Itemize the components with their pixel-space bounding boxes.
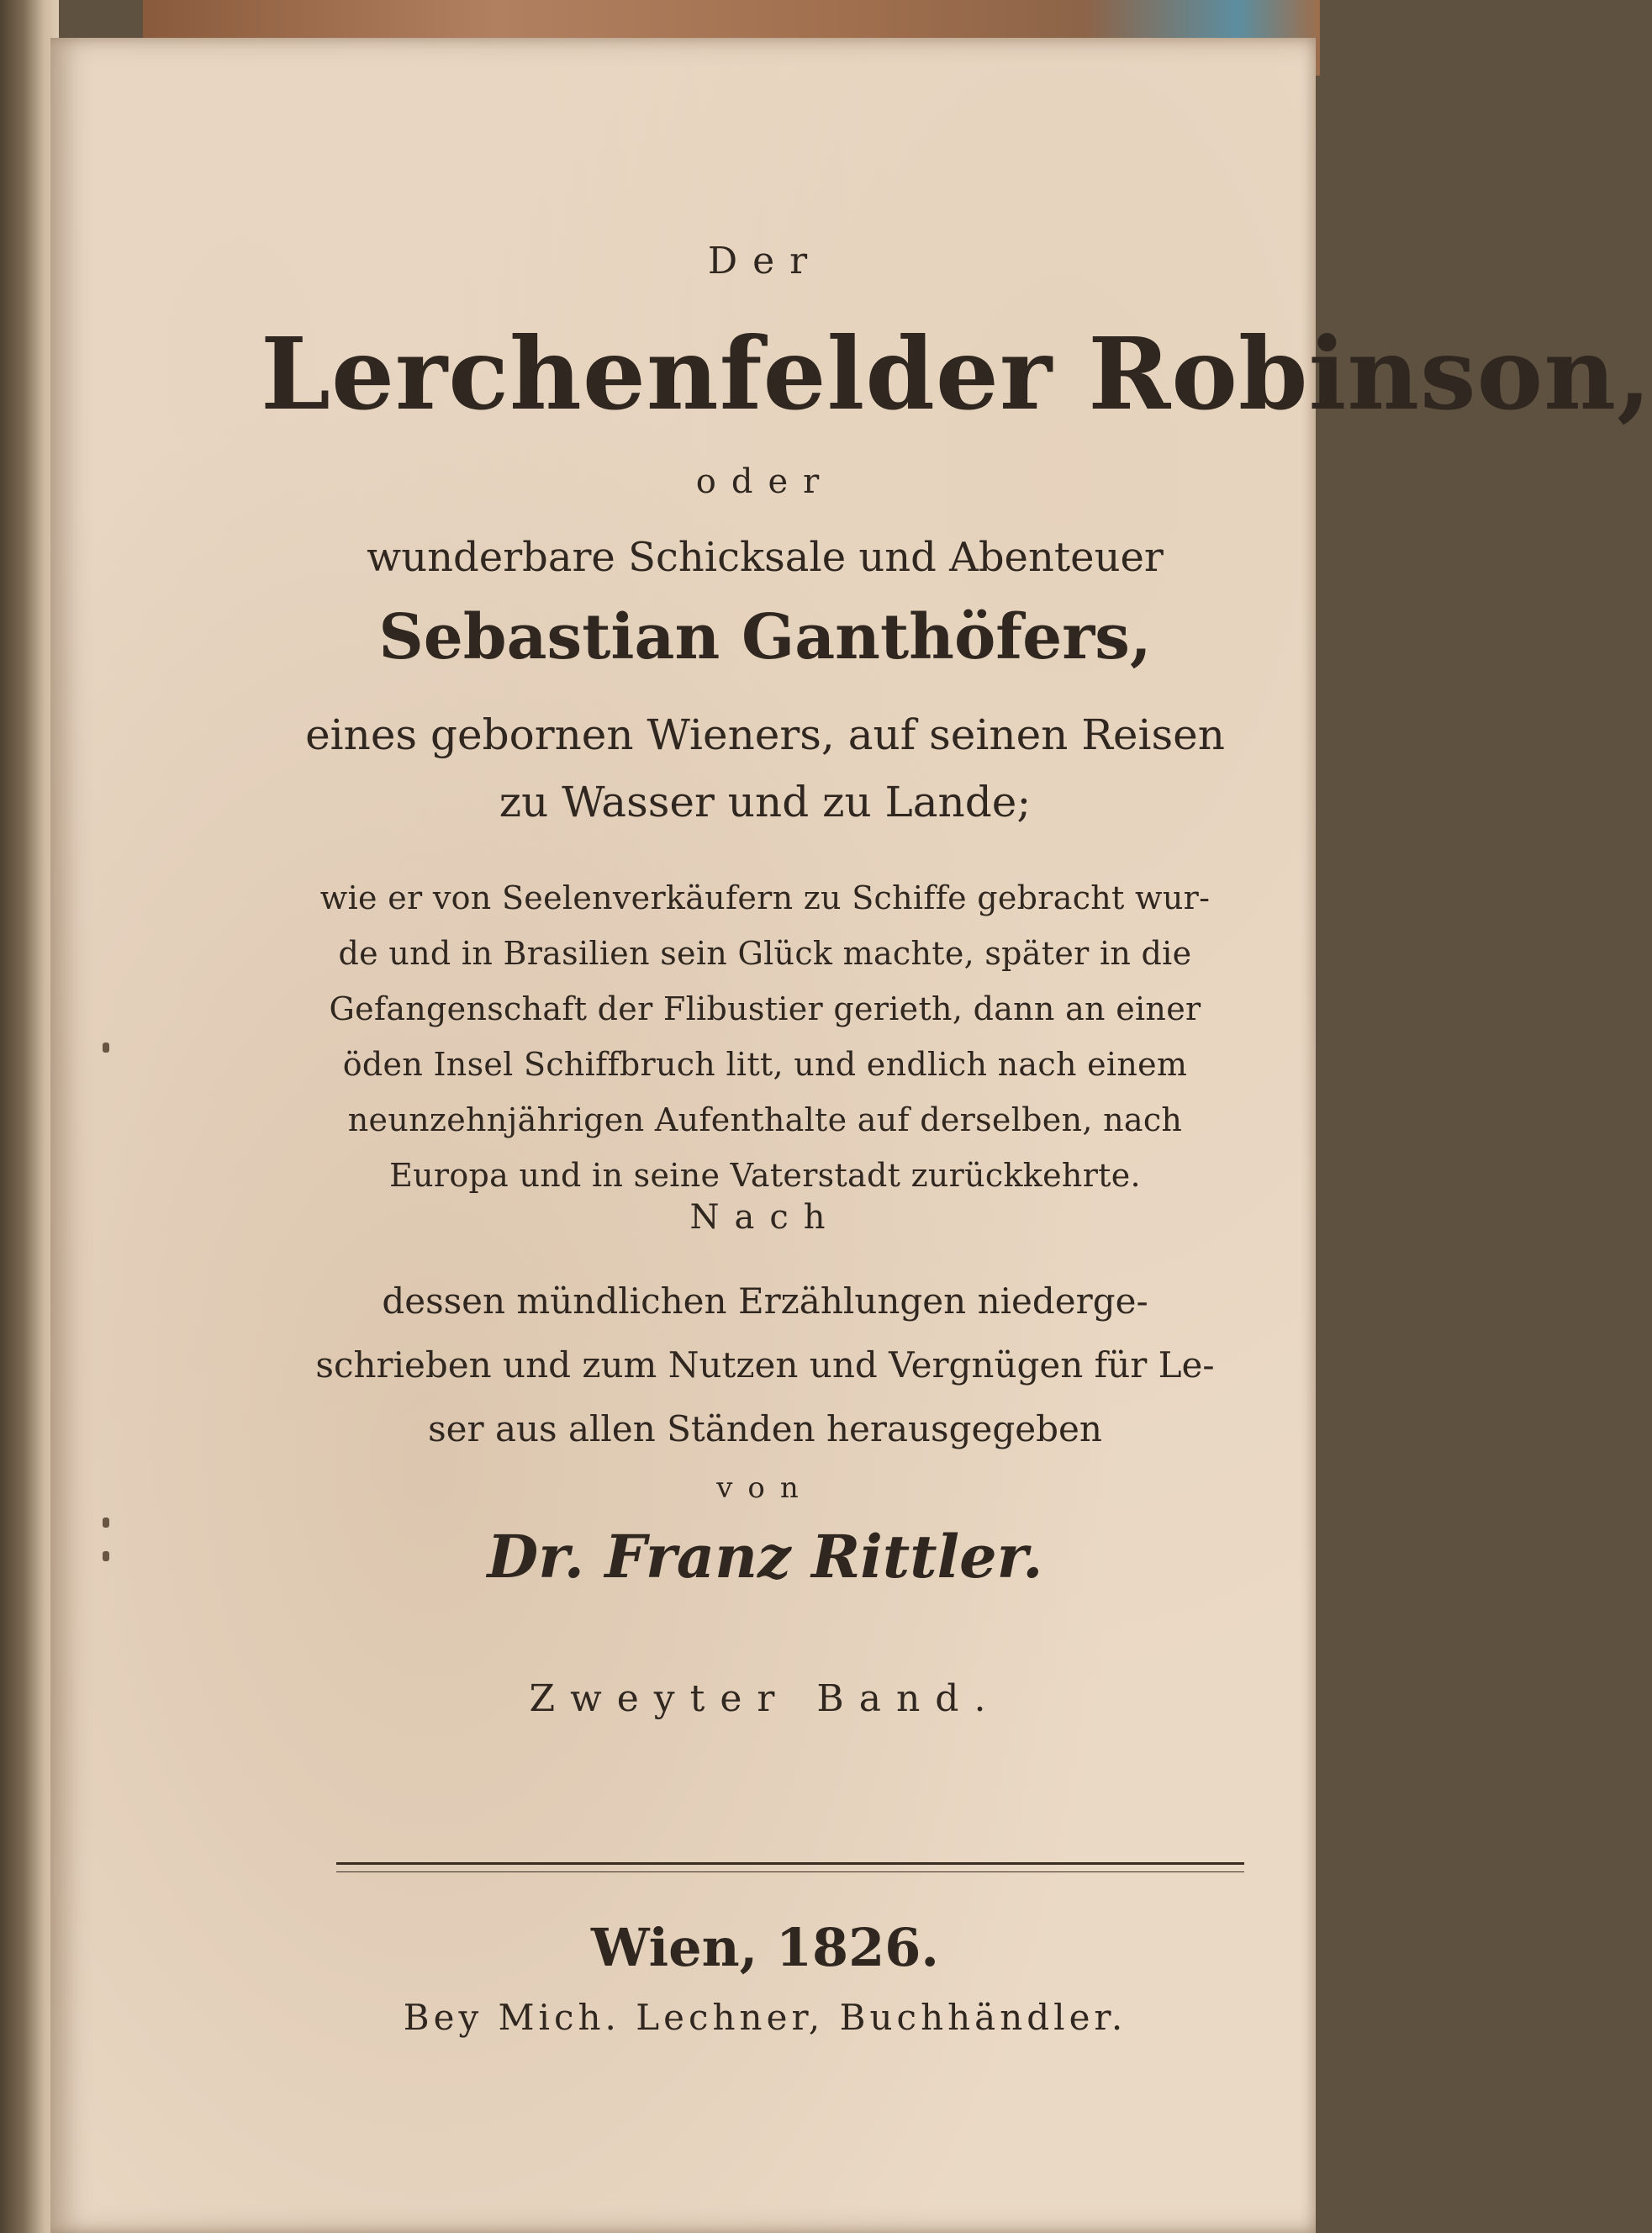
summary-line: neunzehnjährigen Aufenthalte auf derselben, nach — [347, 1101, 1183, 1138]
subtitle: wunderbare Schicksale und Abenteuer — [367, 534, 1164, 581]
binding-stitch — [103, 1043, 109, 1053]
source-paragraph — [261, 1270, 1269, 1461]
der-line: Der — [707, 240, 823, 282]
publisher: Bey Mich. Lechner, Buchhändler. — [403, 1997, 1127, 2038]
binding-stitch — [103, 1551, 109, 1561]
source-line: dessen mündlichen Erzählungen niederge- — [382, 1280, 1148, 1322]
source-line: schrieben und zum Nutzen und Vergnügen für Le- — [315, 1344, 1215, 1386]
summary-line: wie er von Seelenverkäufern zu Schiffe gebracht wur- — [319, 879, 1211, 916]
summary-line: de und in Brasilien sein Glück machte, später in die — [338, 935, 1192, 972]
main-title: Lerchenfelder Robinson, — [261, 315, 1652, 432]
divider-rule — [336, 1862, 1244, 1872]
title-page — [50, 38, 1652, 2233]
summary-line: Gefangenschaft der Flibustier gerieth, dann an einer — [329, 990, 1201, 1027]
hero-description-line-1: eines gebornen Wieners, auf seinen Reisen — [305, 710, 1225, 759]
nach-line: Nach — [689, 1198, 841, 1237]
summary-line: öden Insel Schiffbruch litt, und endlich nach einem — [342, 1046, 1188, 1083]
summary-line: Europa und in seine Vaterstadt zurückkehrte. — [389, 1157, 1141, 1194]
volume-label: Zweyter Band. — [529, 1677, 1001, 1720]
author-name: Dr. Franz Rittler. — [487, 1522, 1043, 1592]
von-line: von — [716, 1471, 814, 1505]
binding-stitch — [103, 1518, 109, 1528]
summary-paragraph — [261, 870, 1269, 1203]
place-year: Wien, 1826. — [591, 1917, 939, 1978]
hero-name: Sebastian Ganthöfers, — [378, 601, 1152, 673]
hero-description-line-2: zu Wasser und zu Lande; — [499, 778, 1032, 826]
oder-line: oder — [695, 462, 835, 501]
source-line: ser aus allen Ständen herausgegeben — [428, 1408, 1102, 1449]
